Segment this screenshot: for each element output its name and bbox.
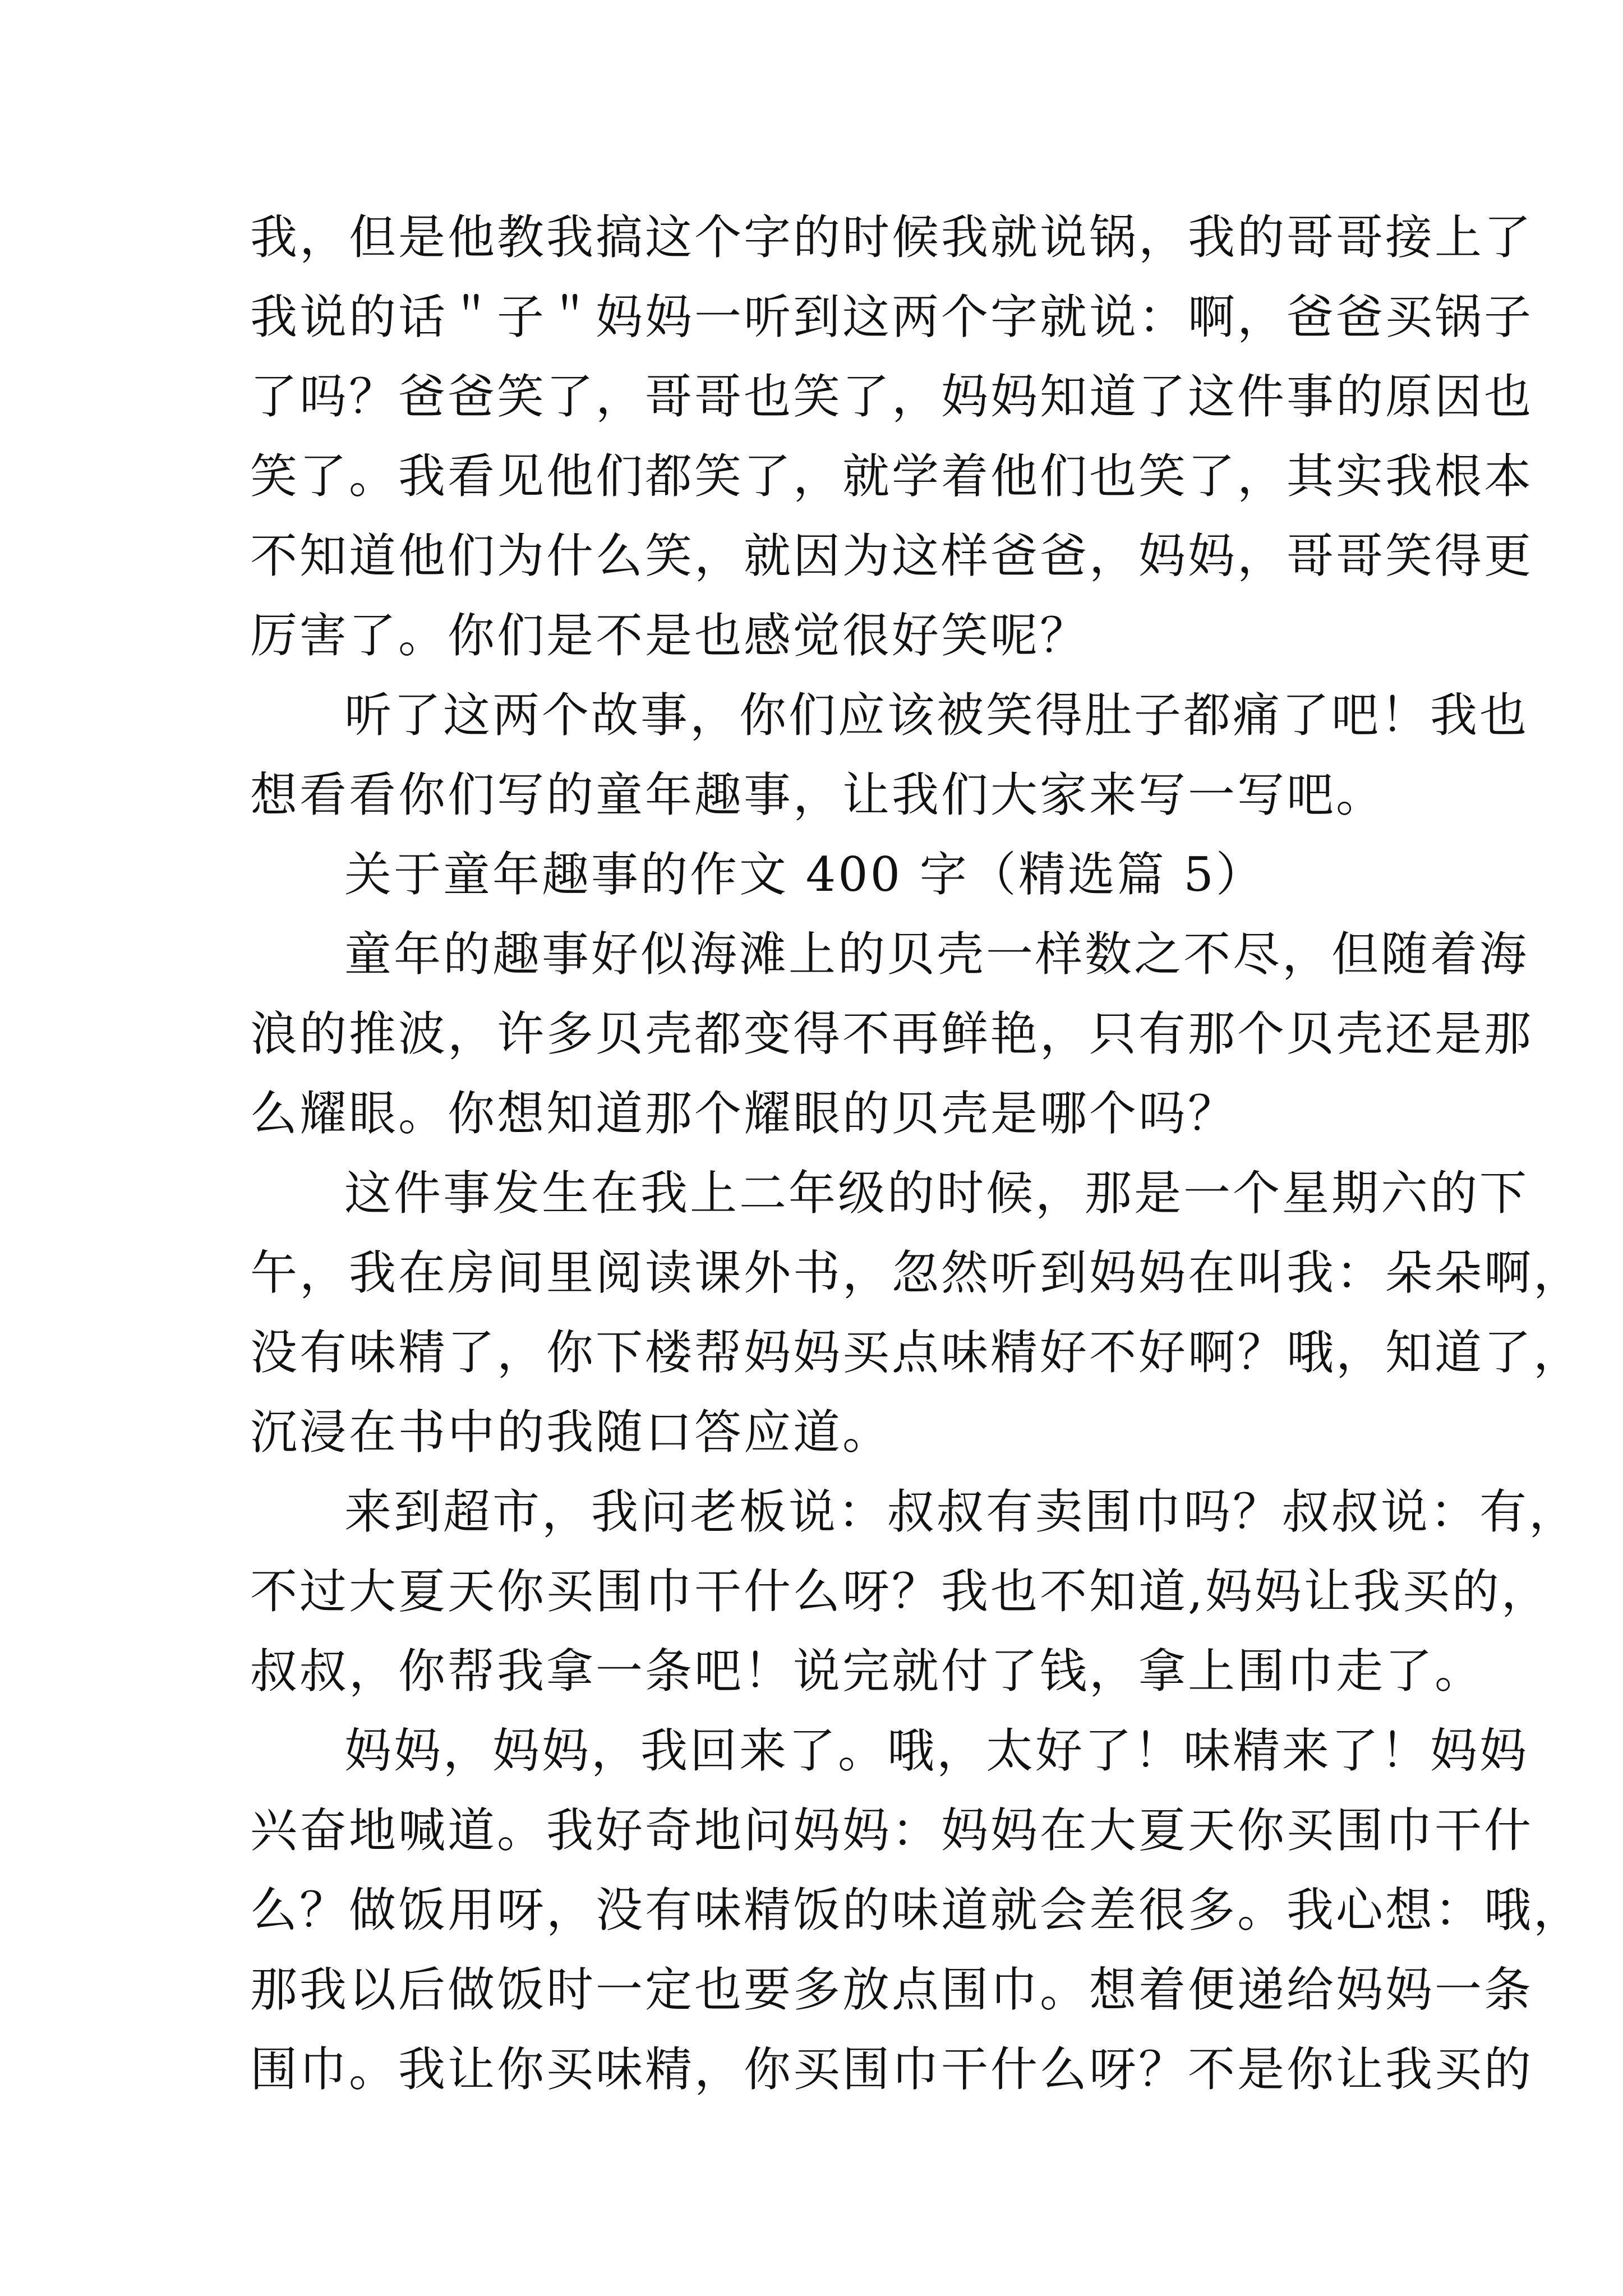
text-line: 我说的话＂子＂妈妈一听到这两个字就说：啊，爸爸买锅子 (250, 289, 1534, 344)
text-line: 么耀眼。你想知道那个耀眼的贝壳是哪个吗？ (250, 1086, 1238, 1141)
text-line: 兴奋地喊道。我好奇地问妈妈：妈妈在大夏天你买围巾干什 (250, 1803, 1534, 1858)
document-body (250, 197, 1583, 2109)
text-line: 浪的推波，许多贝壳都变得不再鲜艳，只有那个贝壳还是那 (250, 1006, 1534, 1061)
text-line: 想看看你们写的童年趣事，让我们大家来写一写吧。 (250, 767, 1386, 822)
paragraph-first-line: 这件事发生在我上二年级的时候，那是一个星期六的下 (344, 1166, 1529, 1221)
paragraph-first-line: 童年的趣事好似海滩上的贝壳一样数之不尽，但随着海 (344, 927, 1529, 982)
text-line: 那我以后做饭时一定也要多放点围巾。想着便递给妈妈一条 (250, 1962, 1534, 2017)
text-line: 了吗？爸爸笑了，哥哥也笑了，妈妈知道了这件事的原因也 (250, 369, 1534, 424)
text-line: 笑了。我看见他们都笑了，就学着他们也笑了，其实我根本 (250, 449, 1534, 504)
text-line: 我，但是他教我搞这个字的时候我就说锅，我的哥哥接上了 (250, 210, 1534, 265)
text-line: 么？做饭用呀，没有味精饭的味道就会差很多。我心想：哦， (250, 1883, 1583, 1938)
text-line: 没有味精了，你下楼帮妈妈买点味精好不好啊？哦，知道了， (250, 1325, 1583, 1380)
paragraph-first-line: 妈妈，妈妈，我回来了。哦，太好了！味精来了！妈妈 (344, 1723, 1529, 1778)
text-line: 叔叔，你帮我拿一条吧！说完就付了钱，拿上围巾走了。 (250, 1644, 1484, 1699)
text-line: 围巾。我让你买味精，你买围巾干什么呀？不是你让我买的 (250, 2042, 1534, 2097)
text-line: 不知道他们为什么笑，就因为这样爸爸，妈妈，哥哥笑得更 (250, 528, 1534, 583)
text-line: 午，我在房间里阅读课外书，忽然听到妈妈在叫我：朵朵啊， (250, 1245, 1583, 1300)
paragraph-first-line: 来到超市，我问老板说：叔叔有卖围巾吗？叔叔说：有， (344, 1484, 1579, 1539)
text-line: 不过大夏天你买围巾干什么呀？我也不知道,妈妈让我买的， (250, 1564, 1551, 1619)
section-heading: 关于童年趣事的作文 400 字（精选篇 5） (344, 847, 1265, 902)
text-line: 厉害了。你们是不是也感觉很好笑呢？ (250, 608, 1090, 663)
paragraph-first-line: 听了这两个故事，你们应该被笑得肚子都痛了吧！我也 (344, 688, 1529, 743)
text-line: 沉浸在书中的我随口答应道。 (250, 1405, 892, 1460)
